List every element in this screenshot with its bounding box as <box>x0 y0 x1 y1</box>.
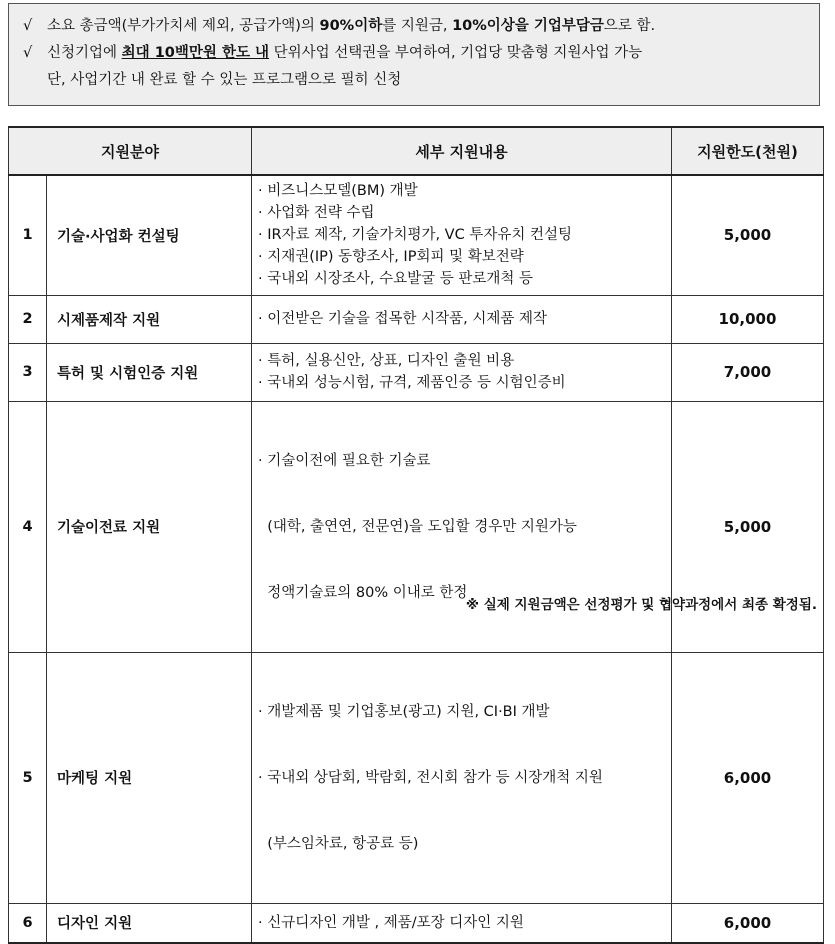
check-icon: √ <box>23 45 33 61</box>
detail-line: · 국내외 성능시험, 규격, 제품인증 등 시험인증비 <box>258 375 566 391</box>
table-row <box>9 175 824 295</box>
notice-text: 신청기업에 <box>47 45 122 61</box>
row-details <box>252 175 672 295</box>
detail-line: · IR자료 제작, 기술가치평가, VC 투자유치 컨설팅 <box>258 227 572 244</box>
row-field: 마케팅 지원 <box>47 652 252 903</box>
detail-line: · 개발제품 및 기업홍보(광고) 지원, CI·BI 개발 <box>258 703 550 720</box>
detail-line: · 특허, 실용신안, 상표, 디자인 출원 비용 <box>258 353 515 369</box>
row-limit: 5,000 <box>672 401 824 652</box>
table-row <box>9 401 824 652</box>
row-limit: 10,000 <box>672 295 824 343</box>
row-details <box>252 295 672 343</box>
detail-line: · 비즈니스모델(BM) 개발 <box>258 183 418 200</box>
row-details <box>252 652 672 903</box>
row-number: 2 <box>9 295 47 343</box>
notice-emphasis: 90%이하 <box>319 18 383 34</box>
header-details: 세부 지원내용 <box>252 127 672 175</box>
notice-text: 단, 사업기간 내 완료 할 수 있는 프로그램으로 필히 신청 <box>47 72 402 88</box>
row-limit: 6,000 <box>672 903 824 943</box>
header-field: 지원분야 <box>9 127 252 175</box>
header-limit: 지원한도(천원) <box>672 127 824 175</box>
row-limit: 6,000 <box>672 652 824 903</box>
footnote: ※ 실제 지원금액은 선정평가 및 협약과정에서 최종 확정됨. <box>465 597 817 613</box>
detail-line: 정액기술료의 80% 이내로 한정 <box>258 584 468 601</box>
notice-line-3 <box>23 67 805 94</box>
check-icon: √ <box>23 18 33 34</box>
row-field: 디자인 지원 <box>47 903 252 943</box>
table-row <box>9 903 824 943</box>
row-field: 시제품제작 지원 <box>47 295 252 343</box>
row-number: 4 <box>9 401 47 652</box>
row-field: 기술이전료 지원 <box>47 401 252 652</box>
row-number: 6 <box>9 903 47 943</box>
row-limit: 5,000 <box>672 175 824 295</box>
row-field: 기술·사업화 컨설팅 <box>47 175 252 295</box>
detail-line: · 사업화 전략 수립 <box>258 205 375 222</box>
row-number: 3 <box>9 343 47 401</box>
detail-line: (대학, 출연연, 전문연)을 도입할 경우만 지원가능 <box>258 518 577 535</box>
notice-text: 단위사업 선택권을 부여하여, 기업당 맞춤형 지원사업 가능 <box>269 45 643 61</box>
detail-line: (부스임차료, 항공료 등) <box>258 835 419 852</box>
table-header-row <box>9 127 824 175</box>
notice-line-1 <box>23 13 805 40</box>
support-table <box>8 126 824 944</box>
detail-line: · 신규디자인 개발 , 제품/포장 디자인 지원 <box>258 914 524 931</box>
table-row <box>9 295 824 343</box>
table-row <box>9 343 824 401</box>
detail-line: · 이전받은 기술을 접목한 시작품, 시제품 제작 <box>258 311 547 327</box>
detail-line: · 기술이전에 필요한 기술료 <box>258 452 431 469</box>
notice-text: 으로 함. <box>603 18 656 34</box>
detail-line: · 지재권(IP) 동향조사, IP회피 및 확보전략 <box>258 249 524 266</box>
table-row <box>9 652 824 903</box>
notice-line-2 <box>23 40 805 67</box>
notice-text: 를 지원금, <box>382 18 453 34</box>
row-number: 1 <box>9 175 47 295</box>
row-field: 특허 및 시험인증 지원 <box>47 343 252 401</box>
detail-line: · 국내외 상담회, 박람회, 전시회 참가 등 시장개척 지원 <box>258 769 603 786</box>
notice-text: 소요 총금액(부가가치세 제외, 공급가액)의 <box>47 18 320 34</box>
notice-highlight: 최대 10백만원 한도 내 <box>121 45 270 61</box>
row-details <box>252 343 672 401</box>
row-details <box>252 903 672 943</box>
row-details <box>252 401 672 652</box>
row-number: 5 <box>9 652 47 903</box>
row-limit: 7,000 <box>672 343 824 401</box>
notice-emphasis: 10%이상을 기업부담금 <box>452 18 604 34</box>
detail-line: · 국내외 시장조사, 수요발굴 등 판로개척 등 <box>258 271 533 288</box>
notice-box <box>8 3 820 106</box>
